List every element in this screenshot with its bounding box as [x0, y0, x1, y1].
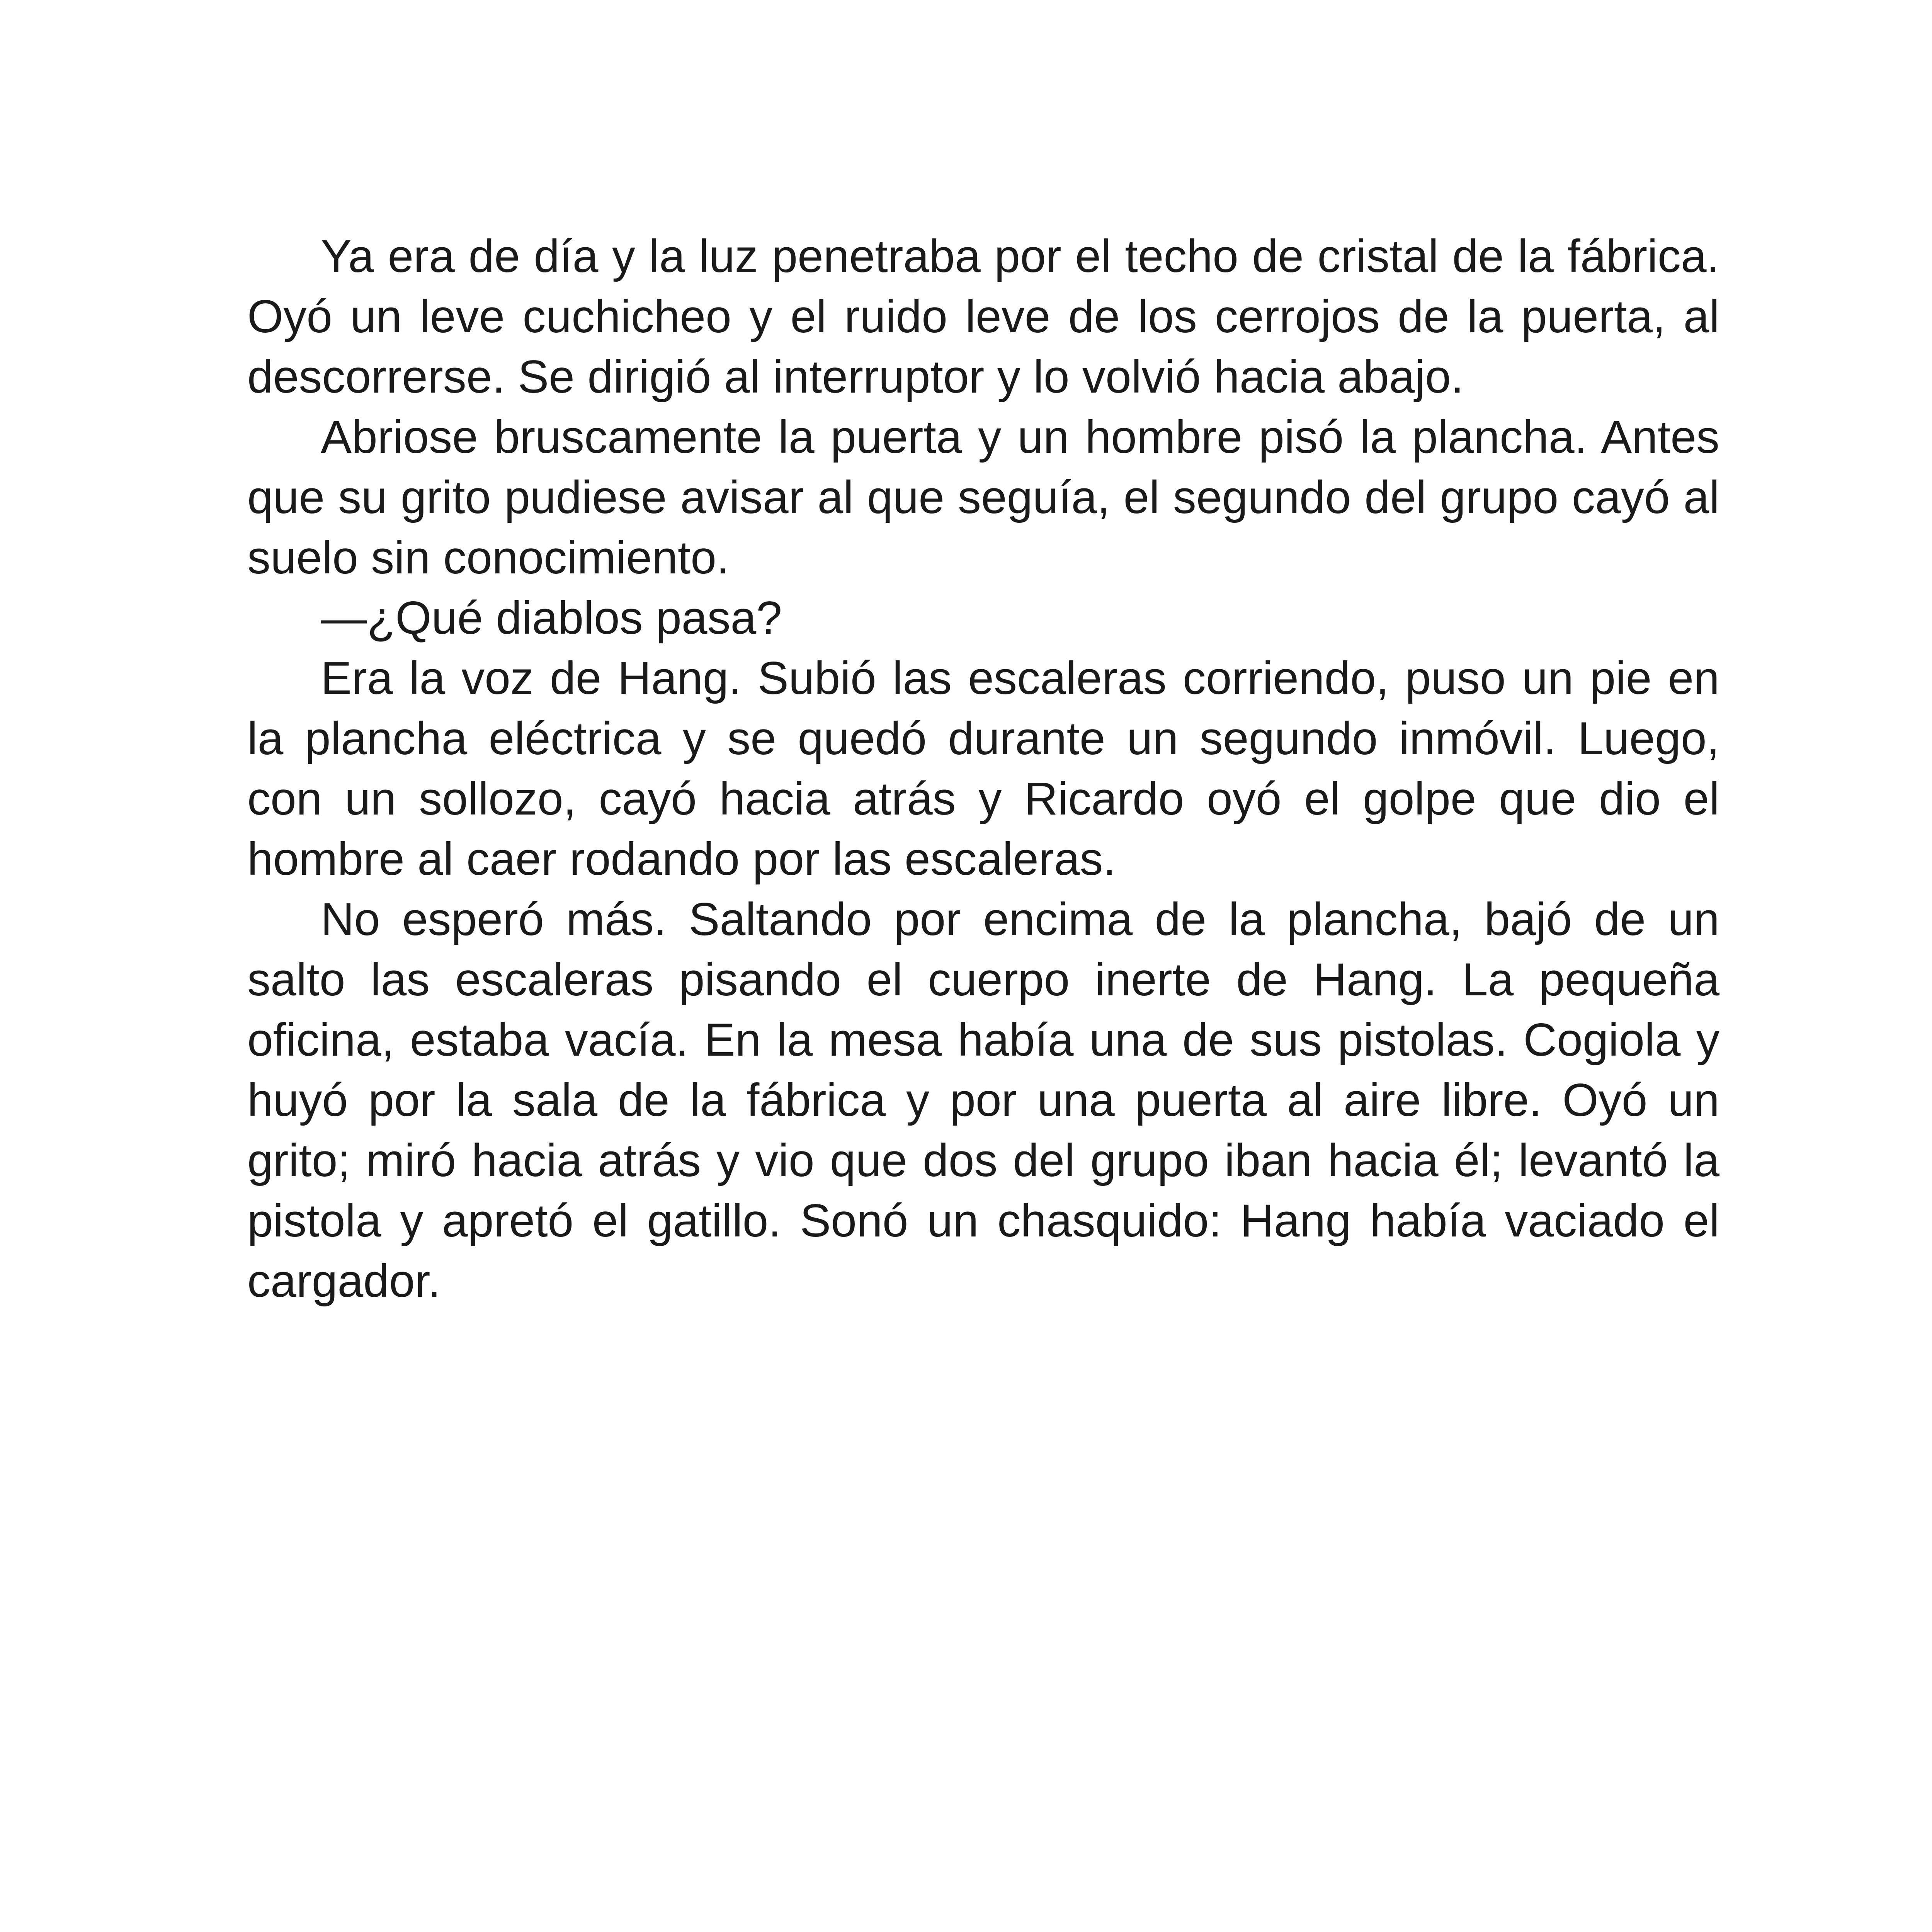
body-text: [247, 226, 1719, 1311]
paragraph-2: Abriose bruscamente la puerta y un hombre pisó la plancha. Antes que su grito pudiese avisar al que seguía, el segundo del grupo cayó al suelo sin conocimiento.: [247, 411, 1719, 583]
paragraph-1: Ya era de día y la luz penetraba por el techo de cristal de la fábrica. Oyó un leve cuchicheo y el ruido leve de los cerrojos de la puerta, al descorrerse. Se dirigió al interruptor y lo volvió hacia abajo.: [247, 230, 1719, 403]
paragraph-5: No esperó más. Saltando por encima de la plancha, bajó de un salto las escaleras pisando el cuerpo inerte de Hang. La pequeña oficina, estaba vacía. En la mesa había una de sus pistolas. Cogiola y huyó por la sala de la fábrica y por una puerta al aire libre. Oyó un grito; miró hacia atrás y vio que dos del grupo iban hacia él; levantó la pistola y apretó el gatillo. Sonó un chasquido: Hang había vaciado el cargador.: [247, 893, 1719, 1307]
paragraph-4: Era la voz de Hang. Subió las escaleras corriendo, puso un pie en la plancha eléctrica y se quedó durante un segundo inmóvil. Luego, con un sollozo, cayó hacia atrás y Ricardo oyó el golpe que dio el hombre al caer rodando por las escaleras.: [247, 652, 1719, 885]
paragraph-3: —¿Qué diablos pasa?: [321, 592, 782, 644]
